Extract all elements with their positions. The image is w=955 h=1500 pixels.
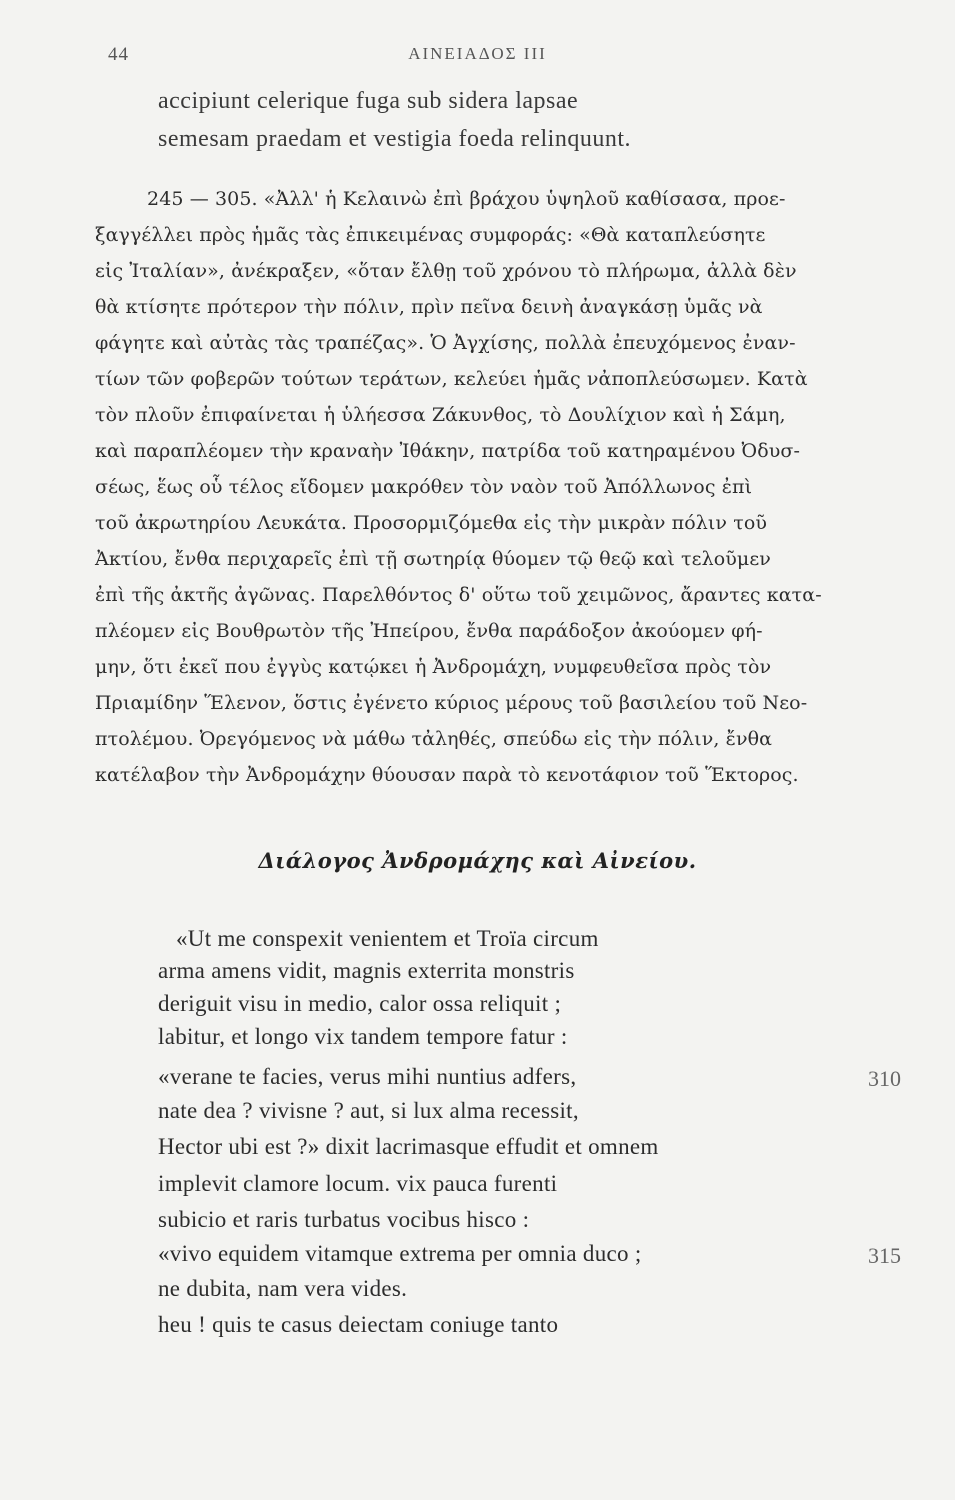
verse-line: accipiunt celerique fuga sub sidera lapsae <box>158 88 579 114</box>
verse-line: «Ut me conspexit venientem et Troïa circum <box>176 926 599 951</box>
prose-line: πλέομεν εἰς Βουθρωτὸν τῆς Ἠπείρου, ἔνθα παράδοξον ἀκούομεν φή- <box>95 620 763 642</box>
prose-line: θὰ κτίσητε πρότερον τὴν πόλιν, πρὶν πεῖνα δεινὴ ἀναγκάσῃ ὑμᾶς νὰ <box>95 296 763 318</box>
prose-line: Ἀκτίου, ἔνθα περιχαρεῖς ἐπὶ τῇ σωτηρίᾳ θύομεν τῷ θεῷ καὶ τελοῦμεν <box>95 548 771 570</box>
verse-line: «verane te facies, verus mihi nuntius adfers, <box>158 1064 577 1089</box>
verse-line: implevit clamore locum. vix pauca furenti <box>158 1171 558 1196</box>
prose-line: καὶ παραπλέομεν τὴν κραναὴν Ἰθάκην, πατρίδα τοῦ κατηραμένου Ὀδυσ- <box>95 440 800 462</box>
verse-line: labitur, et longo vix tandem tempore fatur : <box>158 1024 568 1049</box>
prose-line: 245 — 305. «Ἀλλ' ἡ Κελαινὼ ἐπὶ βράχου ὑψηλοῦ καθίσασα, προε- <box>147 188 786 210</box>
verse-line: «vivo equidem vitamque extrema per omnia duco ; <box>158 1241 642 1266</box>
prose-line: Πριαμίδην Ἕλενον, ὅστις ἐγένετο κύριος μέρους τοῦ βασιλείου τοῦ Νεο- <box>95 692 808 714</box>
prose-line: ἐπὶ τῆς ἀκτῆς ἀγῶνας. Παρελθόντος δ' οὕτω τοῦ χειμῶνος, ἄραντες κατα- <box>95 584 822 606</box>
prose-line: τίων τῶν φοβερῶν τούτων τεράτων, κελεύει ἡμᾶς νἀποπλεύσωμεν. Κατὰ <box>95 368 808 390</box>
verse-line: nate dea ? vivisne ? aut, si lux alma recessit, <box>158 1098 579 1123</box>
verse-line: ne dubita, nam vera vides. <box>158 1276 408 1301</box>
verse-line: arma amens vidit, magnis exterrita monstris <box>158 958 575 983</box>
prose-line: ξαγγέλλει πρὸς ἡμᾶς τὰς ἐπικειμένας συμφοράς: «Θὰ καταπλεύσητε <box>95 224 766 246</box>
page-number: 44 <box>108 44 129 65</box>
page-header <box>0 44 955 68</box>
prose-line: εἰς Ἰταλίαν», ἀνέκραξεν, «ὅταν ἔλθῃ τοῦ χρόνου τὸ πλήρωμα, ἀλλὰ δὲν <box>95 260 797 282</box>
prose-line: σέως, ἕως οὗ τέλος εἴδομεν μακρόθεν τὸν ναὸν τοῦ Ἀπόλλωνος ἐπὶ <box>95 476 753 498</box>
verse-line-number: 310 <box>868 1066 901 1091</box>
prose-line: τὸν πλοῦν ἐπιφαίνεται ἡ ὑλήεσσα Ζάκυνθος, τὸ Δουλίχιον καὶ ἡ Σάμη, <box>95 404 786 426</box>
verse-line: deriguit visu in medio, calor ossa reliquit ; <box>158 991 562 1016</box>
prose-line: τοῦ ἀκρωτηρίου Λευκάτα. Προσορμιζόμεθα εἰς τὴν μικρὰν πόλιν τοῦ <box>95 512 768 534</box>
prose-line: κατέλαβον τὴν Ἀνδρομάχην θύουσαν παρὰ τὸ κενοτάφιον τοῦ Ἕκτορος. <box>95 764 799 786</box>
running-head: ΑΙΝΕΙΑΔΟΣ III <box>408 44 547 63</box>
prose-line: πτολέμου. Ὀρεγόμενος νὰ μάθω τἀληθές, σπεύδω εἰς τὴν πόλιν, ἔνθα <box>95 728 773 750</box>
prose-line: μην, ὅτι ἐκεῖ που ἐγγὺς κατῴκει ἡ Ἀνδρομάχη, νυμφευθεῖσα πρὸς τὸν <box>95 656 772 678</box>
section-title: Διάλογος Ἀνδρομάχης καὶ Αἰνείου. <box>258 848 697 873</box>
verse-line: subicio et raris turbatus vocibus hisco : <box>158 1207 530 1232</box>
verse-line: Hector ubi est ?» dixit lacrimasque effudit et omnem <box>158 1134 659 1159</box>
verse-line: semesam praedam et vestigia foeda relinquunt. <box>158 126 632 152</box>
prose-line: φάγητε καὶ αὐτὰς τὰς τραπέζας». Ὁ Ἀγχίσης, πολλὰ ἐπευχόμενος ἐναν- <box>95 332 796 354</box>
verse-line-number: 315 <box>868 1243 901 1268</box>
verse-line: heu ! quis te casus deiectam coniuge tanto <box>158 1312 559 1337</box>
